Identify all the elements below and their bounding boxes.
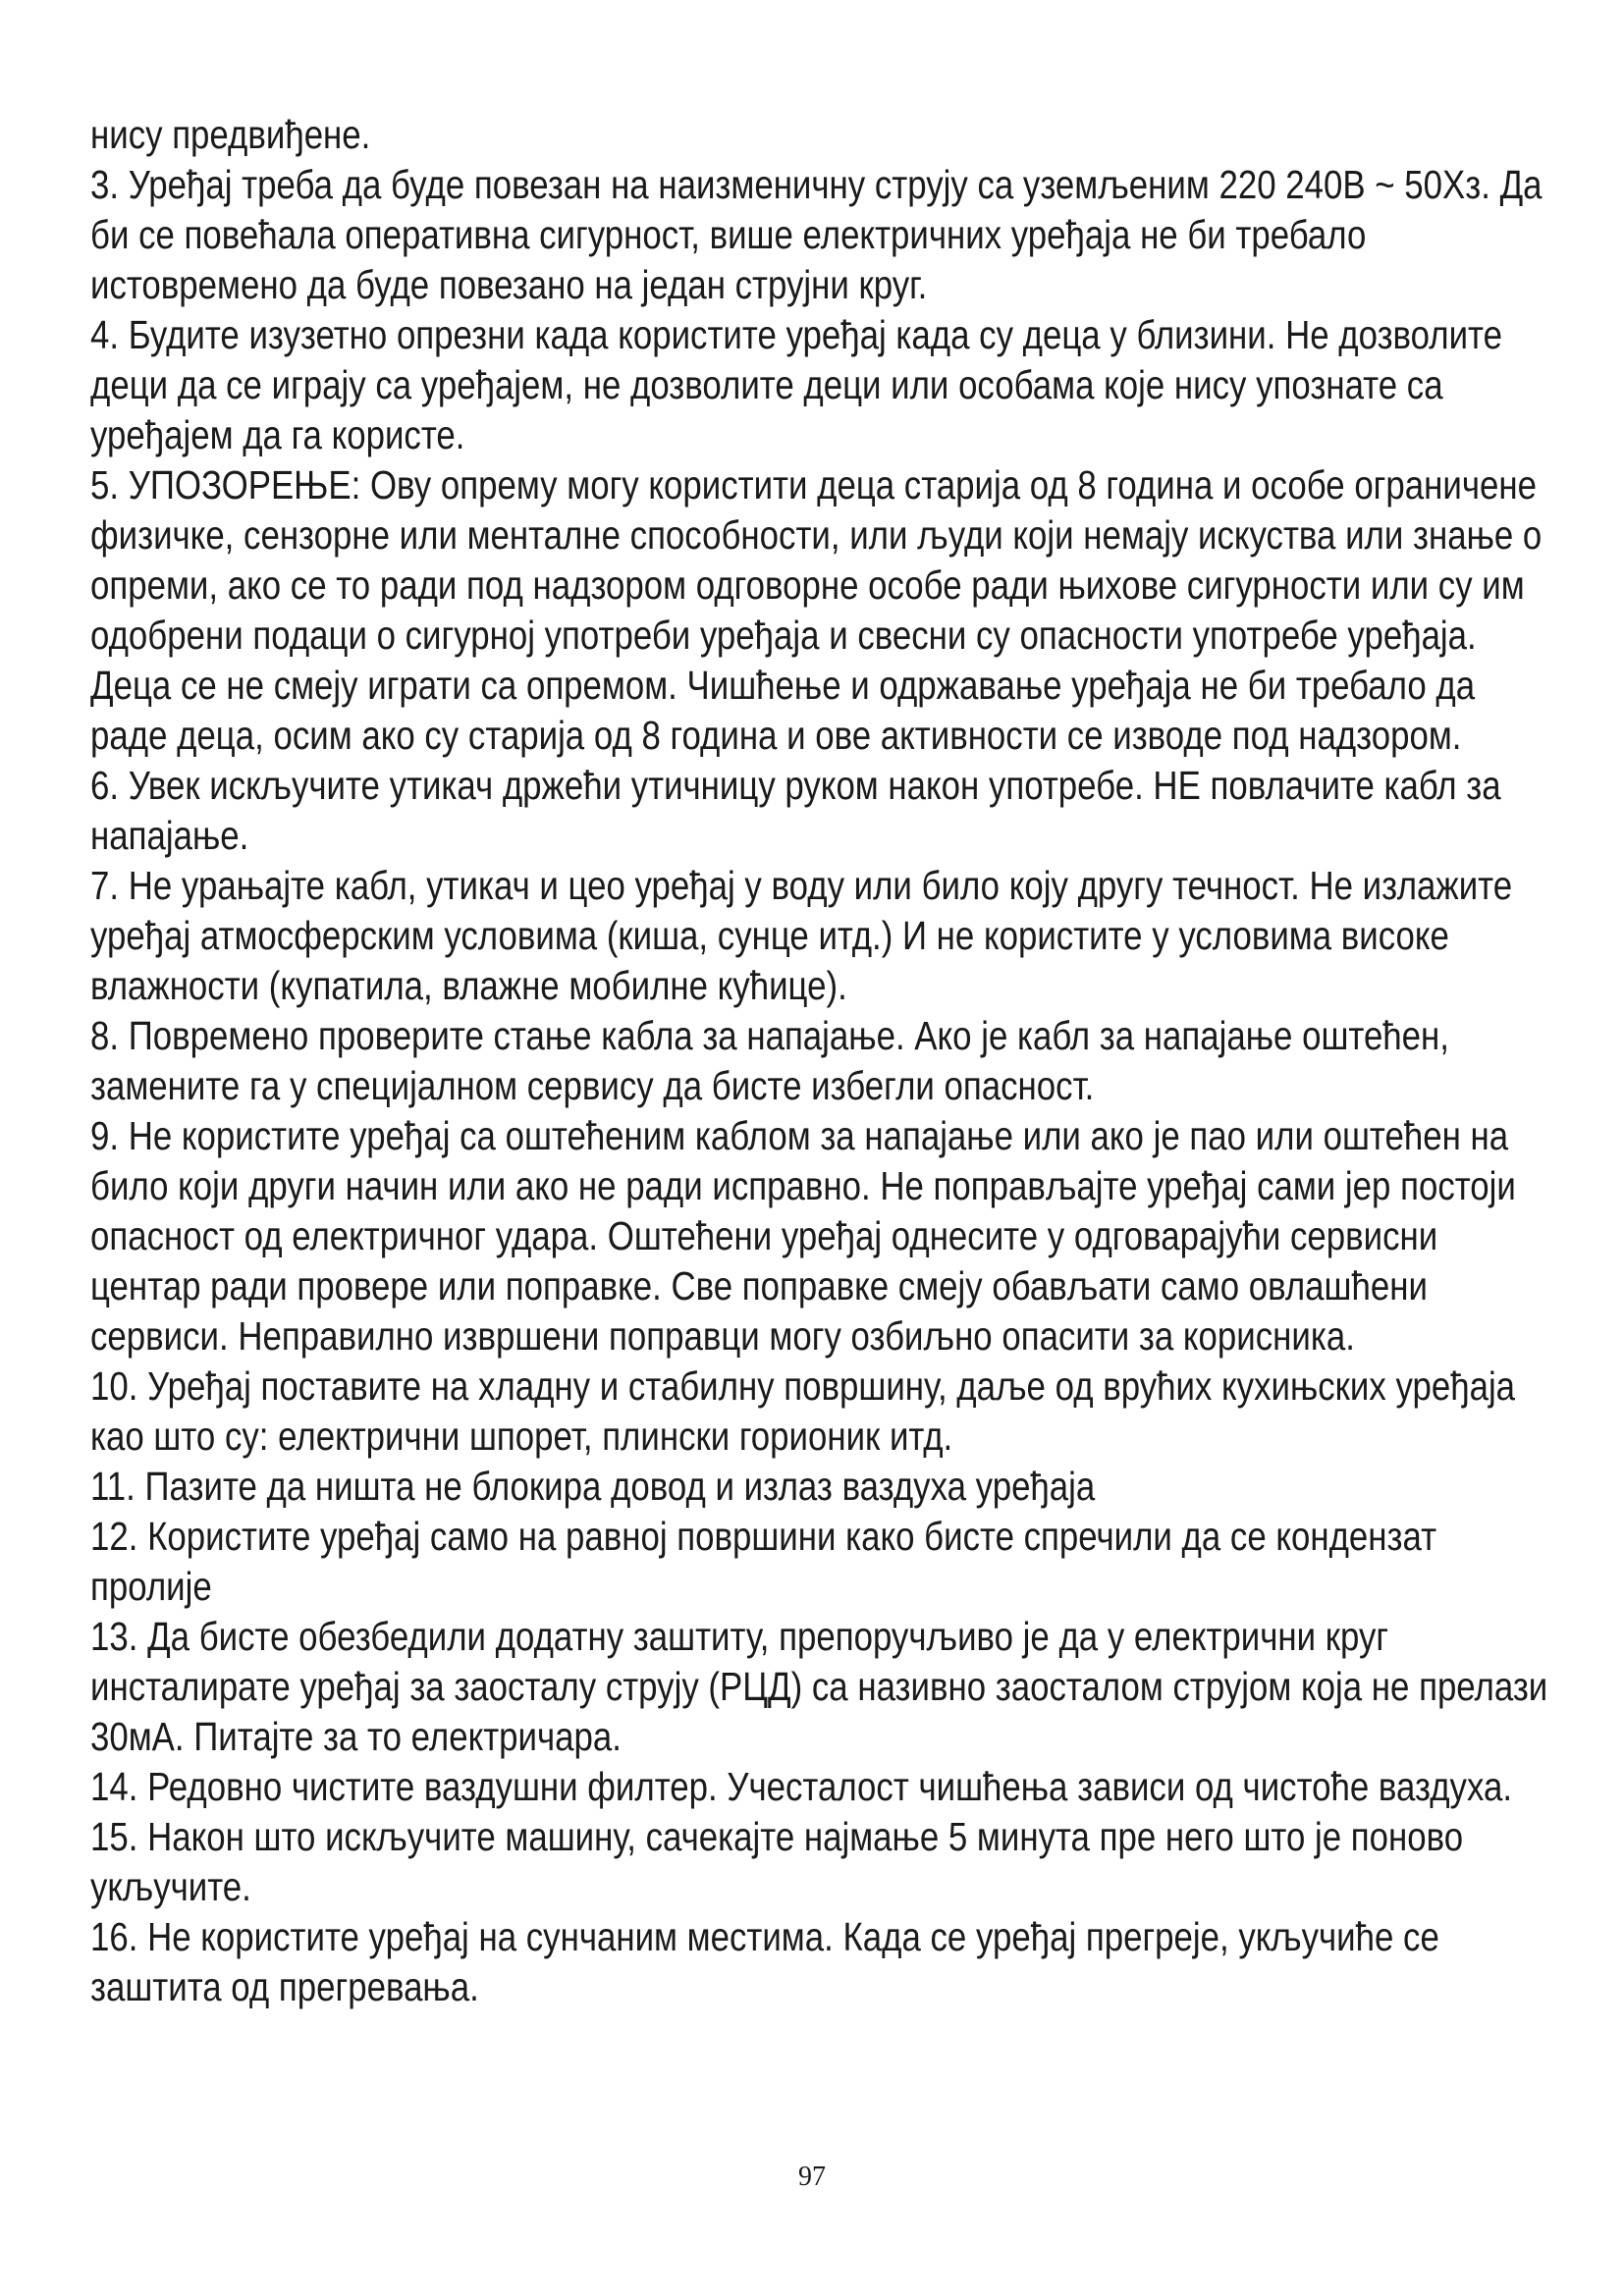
- paragraph-item-8: 8. Повремено проверите стање кабла за напајање. Ако је кабл за напајање оштећен, замените га у специјалном сервису да бисте избегли опасност.: [90, 1013, 1449, 1108]
- paragraph-item-3: 3. Уређај треба да буде повезан на наизменичну струју са уземљеним 220 240В ~ 50Хз. Да би се повећала оперативна сигурност, више електричних уређаја не би требало истовремено да буде повезано на један струјни круг.: [90, 162, 1543, 307]
- paragraph-item-14: 14. Редовно чистите ваздушни филтер. Учесталост чишћења зависи од чистоће ваздуха.: [90, 1764, 1513, 1809]
- paragraph-item-16: 16. Не користите уређај на сунчаним местима. Када се уређај прегреје, укључиће се заштита од прегревања.: [90, 1914, 1439, 2009]
- document-body: [90, 110, 1553, 2012]
- page-number: 97: [798, 2162, 826, 2192]
- paragraph-item-15: 15. Након што искључите машину, сачекајте најмање 5 минута пре него што је поново укључите.: [90, 1814, 1464, 1909]
- paragraph-item-11: 11. Пазите да ништа не блокира довод и излаз ваздуха уређаја: [90, 1464, 1096, 1509]
- paragraph-item-5-warning: 5. УПОЗОРЕЊЕ: Ову опрему могу користити деца старија од 8 година и особе ограничене физичке, сензорне или менталне способности, или људи који немају искуства или знање о опреми, ако се то ради под надзором одговорне особе ради њихове сигурности или су им одобрени подаци о сигурној употреби уређаја и свесни су опасности употребе уређаја. Деца се не смеју играти са опремом. Чишћење и одржавање уређаја не би требало да раде деца, осим ако су старија од 8 година и ове активности се изводе под надзором.: [90, 462, 1543, 758]
- paragraph-item-10: 10. Уређај поставите на хладну и стабилну површину, даље од врућих кухињских уређаја као што су: електрични шпорет, плински горионик итд.: [90, 1363, 1516, 1459]
- paragraph-item-9: 9. Не користите уређај са оштећеним каблом за напајање или ако је пао или оштећен на било који други начин или ако не ради исправно. Не поправљајте уређај сами јер постоји опасност од електричног удара. Оштећени уређај однесите у одговарајући сервисни центар ради провере или поправке. Све поправке смеју обављати само овлашћени сервиси. Неправилно извршени поправци могу озбиљно опасити за корисника.: [90, 1113, 1516, 1359]
- paragraph-continuation: нису предвиђене.: [90, 112, 371, 157]
- paragraph-item-4: 4. Будите изузетно опрезни када користите уређај када су деца у близини. Не дозволите деци да се играју са уређајем, не дозволите деци или особама које нису упознате са уређајем да га користе.: [90, 312, 1502, 457]
- paragraph-item-13: 13. Да бисте обезбедили додатну заштиту, препоручљиво је да у електрични круг инсталирате уређај за заосталу струју (РЦД) са називно заосталом струјом која не прелази 30мА. Питајте за то електричара.: [90, 1614, 1548, 1759]
- paragraph-item-6: 6. Увек искључите утикач држећи утичницу руком након употребе. НЕ повлачите кабл за напајање.: [90, 763, 1501, 858]
- paragraph-item-12: 12. Користите уређај само на равној површини како бисте спречили да се кондензат пролије: [90, 1514, 1437, 1609]
- paragraph-item-7: 7. Не урањајте кабл, утикач и цео уређај у воду или било коју другу течност. Не излажите уређај атмосферским условима (киша, сунце итд.) И не користите у условима високе влажности (купатила, влажне мобилне кућице).: [90, 863, 1513, 1008]
